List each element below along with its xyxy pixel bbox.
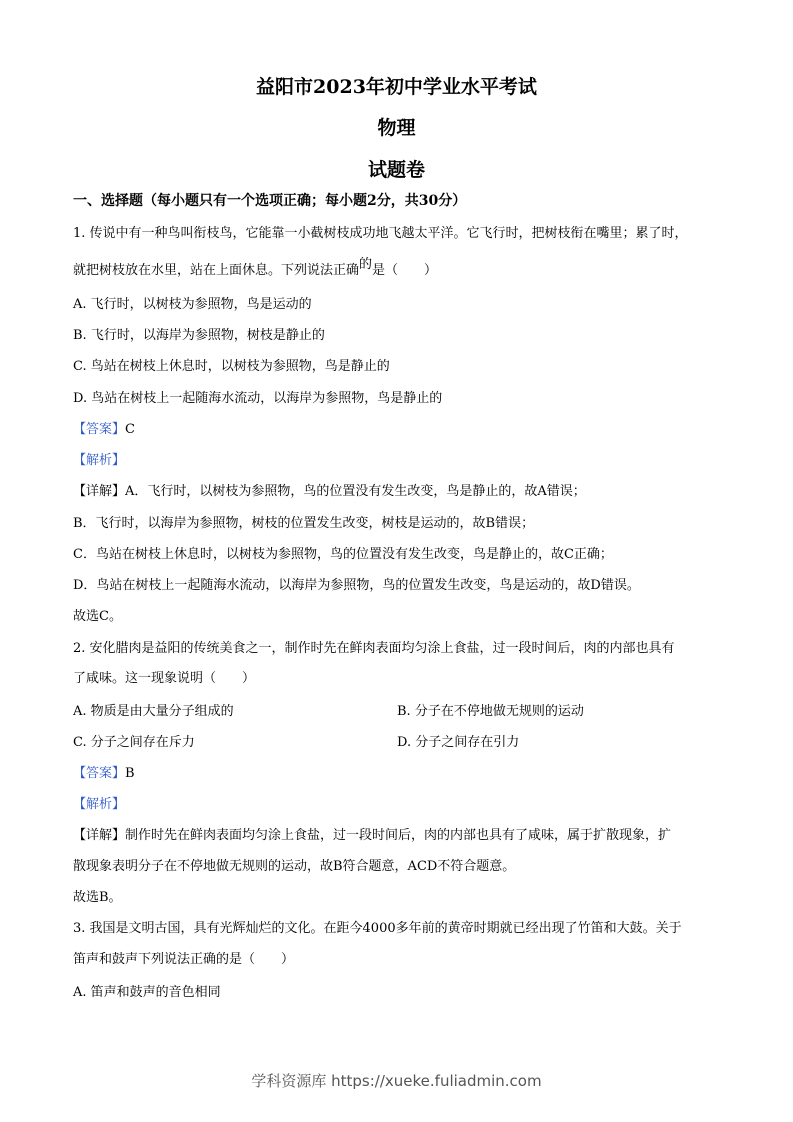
q1-conclusion: 故选C。 (73, 609, 122, 624)
detail-text: A．飞行时，以树枝为参照物，鸟的位置没有发生改变，鸟是静止的，故A错误； (125, 484, 586, 499)
q1-stem-line2 (73, 257, 438, 280)
q2-stem-line2: 了咸味。这一现象说明（ ） (73, 671, 256, 686)
section-heading: 一、选择题（每小题只有一个选项正确；每小题2分，共30分） (73, 193, 467, 209)
q1-analysis-tag: 【解析】 (73, 453, 126, 468)
q1-stem-text-a: 就把树枝放在水里，站在上面休息。下列说法正确 (73, 263, 360, 278)
detail-tag: 【详解】 (73, 484, 126, 499)
footer-watermark: 学科资源库 https://xueke.fuliadmin.com (251, 1072, 542, 1090)
answer-tag: 【答案】 (73, 422, 126, 437)
q2-answer (73, 765, 135, 783)
q3-stem-line1: 3. 我国是文明古国，具有光辉灿烂的文化。在距今4000多年前的黄帝时期就已经出现了竹笛和大鼓。关于 (73, 921, 682, 936)
q1-option-b: B. 飞行时，以海岸为参照物，树枝是静止的 (73, 328, 325, 343)
q2-conclusion: 故选B。 (73, 890, 122, 905)
q2-detail-1 (73, 827, 671, 845)
q2-analysis-tag: 【解析】 (73, 797, 126, 812)
detail-text: 制作时先在鲜肉表面均匀涂上食盐，过一段时间后，肉的内部也具有了咸味，属于扩散现象，扩 (125, 828, 672, 843)
q1-detail-4: D．鸟站在树枝上一起随海水流动，以海岸为参照物，鸟的位置发生改变，鸟是运动的，故D错误。 (73, 578, 640, 593)
subject-title: 物理 (377, 117, 416, 139)
exam-title: 益阳市2023年初中学业水平考试 (256, 76, 537, 98)
answer-tag: 【答案】 (73, 766, 126, 781)
q1-option-d: D. 鸟站在树枝上一起随海水流动，以海岸为参照物，鸟是静止的 (73, 391, 443, 406)
q1-stem-line1: 1. 传说中有一种鸟叫衔枝鸟，它能靠一小截树枝成功地飞越太平洋。它飞行时，把树枝衔在嘴里；累了时， (73, 226, 688, 241)
q1-option-c: C. 鸟站在树枝上休息时，以树枝为参照物，鸟是静止的 (73, 359, 390, 374)
q2-option-a: A. 物质是由大量分子组成的 (73, 704, 234, 719)
q2-stem-line1: 2. 安化腊肉是益阳的传统美食之一，制作时先在鲜肉表面均匀涂上食盐，过一段时间后，肉的内部也具有 (73, 641, 675, 656)
detail-tag: 【详解】 (73, 828, 126, 843)
q2-option-d: D. 分子之间存在引力 (397, 735, 520, 750)
q3-stem-line2: 笛声和鼓声下列说法正确的是（ ） (73, 952, 295, 967)
q1-detail-3: C．鸟站在树枝上休息时，以树枝为参照物，鸟的位置没有发生改变，鸟是静止的，故C正确； (73, 547, 613, 562)
q1-stem-text-b: 是（ ） (372, 263, 438, 278)
q1-option-a: A. 飞行时，以树枝为参照物，鸟是运动的 (73, 297, 312, 312)
q1-detail-1 (73, 483, 586, 501)
q1-stem-sup: 的 (359, 257, 373, 272)
q1-detail-2: B．飞行时，以海岸为参照物，树枝的位置发生改变，树枝是运动的，故B错误； (73, 516, 535, 531)
answer-value: B (125, 766, 135, 781)
answer-value: C (125, 422, 135, 437)
q3-option-a: A. 笛声和鼓声的音色相同 (73, 985, 221, 1000)
q2-option-b: B. 分子在不停地做无规则的运动 (397, 704, 584, 719)
q2-detail-2: 散现象表明分子在不停地做无规则的运动，故B符合题意，ACD不符合题意。 (73, 859, 516, 874)
paper-title: 试题卷 (367, 159, 425, 181)
q1-answer (73, 421, 135, 439)
q2-option-c: C. 分子之间存在斥力 (73, 735, 195, 750)
